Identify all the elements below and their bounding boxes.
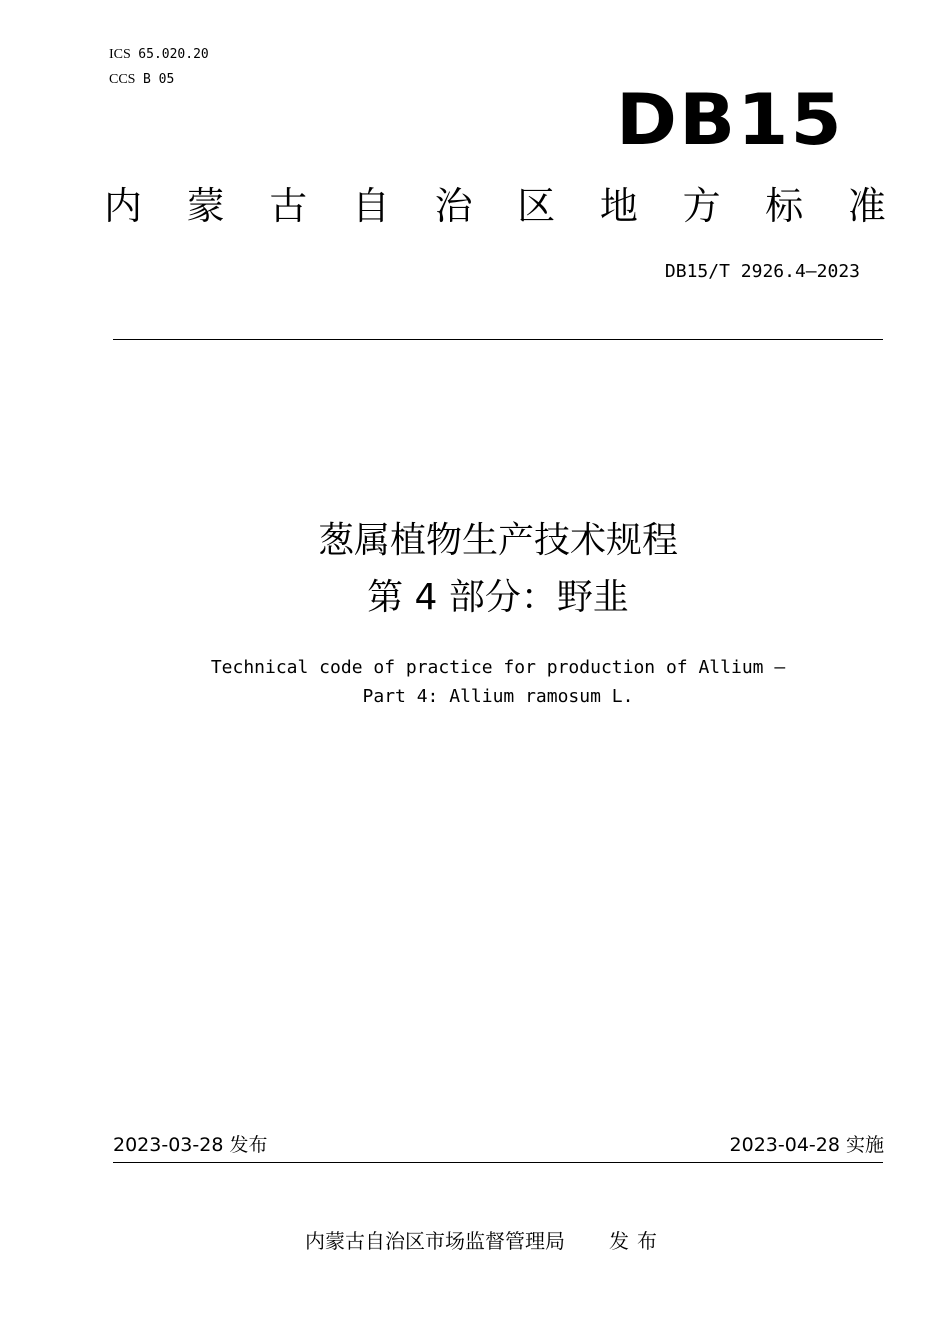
header-divider: [113, 339, 883, 340]
footer-divider: [113, 1162, 883, 1163]
standard-type-heading: [100, 180, 890, 232]
ics-code: 65.020.20: [138, 47, 209, 62]
db-logo: DB15: [616, 79, 844, 161]
standard-type-char: 准: [847, 184, 886, 228]
publisher: [0, 1227, 950, 1255]
standard-type-char: 方: [682, 184, 721, 228]
english-title-line-1: Technical code of practice for production of Allium —: [210, 657, 786, 678]
standard-type-char: 内: [103, 184, 142, 228]
ics-label: ICS: [109, 47, 131, 62]
ccs-code: B 05: [142, 72, 175, 87]
standard-number: DB15/T 2926.4—2023: [664, 261, 860, 282]
issue-date: 2023-03-28 发布: [113, 1134, 268, 1156]
english-title-line-2: Part 4: Allium ramosum L.: [362, 686, 634, 707]
standard-type-char: 区: [517, 184, 556, 228]
ccs-label: CCS: [109, 72, 136, 87]
standard-type-char: 古: [269, 184, 308, 228]
publisher-name: 内蒙古自治区市场监督管理局: [305, 1229, 565, 1253]
chinese-part-title: 第 4 部分：野韭: [367, 577, 629, 618]
standard-type-char: 自: [351, 184, 390, 228]
chinese-title: 葱属植物生产技术规程: [317, 520, 678, 561]
ics-classification: [109, 46, 209, 64]
standard-type-char: 标: [765, 184, 804, 228]
implementation-date: 2023-04-28 实施: [729, 1134, 884, 1156]
standard-type-char: 地: [599, 184, 638, 228]
standard-type-char: 治: [434, 184, 473, 228]
ccs-classification: [109, 71, 174, 89]
standard-type-char: 蒙: [186, 184, 225, 228]
publisher-action: 发布: [609, 1229, 665, 1253]
